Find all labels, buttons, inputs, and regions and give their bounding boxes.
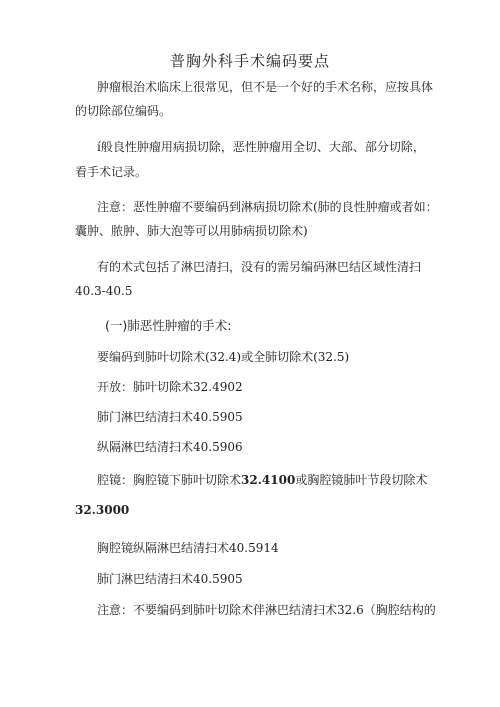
code-32-3000: 32.3000 (75, 503, 130, 517)
line-encode-rule: 要编码到肺叶切除术(32.4)或全肺切除术(32.5) (97, 350, 350, 364)
paragraph-3-line-2: 囊肿、脓肿、肺大泡等可以用肺病损切除术) (75, 224, 308, 238)
text-thoracoscopic-lobectomy: ：胸腔镜下肺叶切除术 (121, 473, 242, 487)
line-hilar-dissection: 肺门淋巴结清扫术40.5905 (97, 410, 243, 424)
paragraph-3-line-1: 注意：恶性肿瘤不要编码到淋病损切除术(肺的良性肿瘤或者如： (97, 200, 438, 214)
line-hilar-dissection-2: 肺门淋巴结清扫术40.5905 (97, 572, 243, 586)
paragraph-2-line-2: 看手术记录。 (75, 165, 148, 179)
paragraph-2-line-1: í般良性肿瘤用病损切除，恶性肿瘤用全切、大部、部分切除， (97, 140, 425, 154)
line-mediastinal-dissection: 纵隔淋巴结清扫术40.5906 (97, 440, 243, 454)
section-heading-lung-malignant: (一)肺恶性肿瘤的手术: (105, 318, 232, 333)
paragraph-4-line-2: 40.3-40.5 (75, 284, 133, 298)
text-segmentectomy: 或胸腔镜肺叶节段切除术 (295, 473, 428, 487)
line-note: 注意：不要编码到肺叶切除术伴淋巴结清扫术32.6（胸腔结构的 (97, 603, 436, 617)
document-title: 普胸外科手术编码要点 (169, 52, 330, 70)
paragraph-1-line-1: 肿瘤根治术临床上很常见，但不是一个好的手术名称，应按具体 (97, 80, 434, 94)
paragraph-4-line-1: 有的术式包括了淋巴清扫，没有的需另编码淋巴结区域性清扫 (97, 260, 422, 274)
line-thoracoscopic-mediastinal: 胸腔镜纵隔淋巴结清扫术40.5914 (97, 541, 279, 555)
code-32-4100: 32.4100 (241, 473, 296, 487)
label-thoracoscopic: 腔镜 (97, 473, 122, 487)
paragraph-1-line-2: 的切除部位编码。 (75, 104, 172, 118)
line-thoracoscopic (97, 473, 427, 487)
line-open-lobectomy: 开放：肺叶切除术32.4902 (97, 380, 243, 394)
